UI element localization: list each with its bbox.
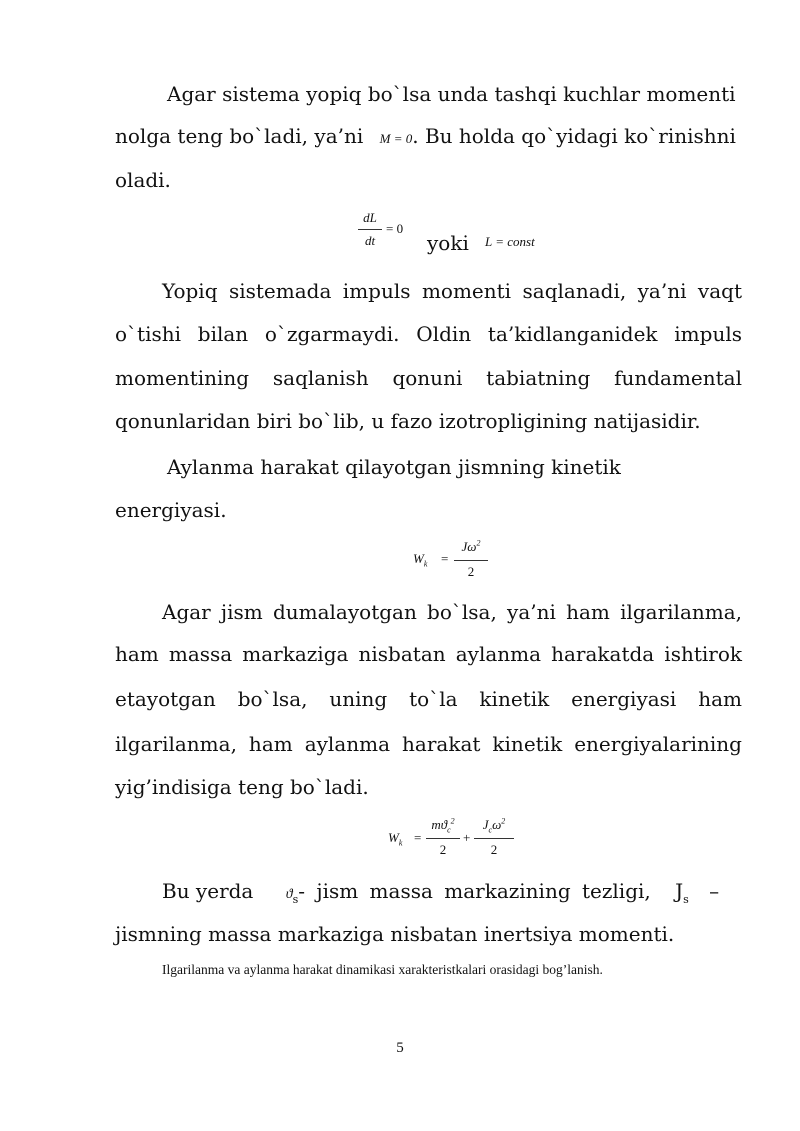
p1-line3: oladi.	[115, 168, 171, 192]
p5-line1	[162, 877, 742, 909]
formula-m-equals-zero: M = 0	[379, 131, 413, 146]
p4-line4: ilgarilanma, ham aylanma harakat kinetik energiyalarining	[115, 732, 742, 756]
formula3-frac2-denominator: 2	[490, 842, 498, 857]
p4-line2: ham massa markaziga nisbatan aylanma harakatda ishtirok	[115, 642, 742, 666]
p1-line2-start: nolga teng bo`ladi, ya’ni	[115, 124, 364, 148]
symbol-inertia: $J_s$	[675, 879, 689, 906]
formula1-rhs: = 0	[386, 221, 404, 236]
p1-line2	[115, 122, 736, 153]
formula2-lhs: $W_k$	[413, 551, 428, 569]
formula3-frac2-numerator: $J_c\omega^2$	[482, 816, 506, 835]
formula1-numerator: dL	[363, 210, 377, 225]
formula1-fraction-bar	[358, 229, 382, 230]
p4-line1: Agar jism dumalayotgan bo`lsa, ya’ni ham ilgarilanma,	[162, 600, 742, 624]
formula3-frac1-numerator: $mϑ_c^2$	[431, 816, 455, 835]
formula3-frac1-bar	[426, 838, 460, 839]
p2-line2: o`tishi bilan o`zgarmaydi. Oldin ta’kidlanganidek impuls	[115, 322, 742, 346]
formula3-lhs: $W_k$	[388, 830, 403, 848]
p5-line2: jismning massa markaziga nisbatan inertsiya momenti.	[115, 922, 675, 946]
formula3-plus: +	[463, 830, 471, 845]
p4-line3: etayotgan bo`lsa, uning to`la kinetik energiyasi ham	[115, 687, 742, 711]
formula1-denominator: dt	[364, 233, 376, 248]
p2-line3: momentining saqlanish qonuni tabiatning fundamental	[115, 366, 742, 390]
p1-line2-end: . Bu holda qo`yidagi ko`rinishni	[412, 124, 736, 148]
p2-line4: qonunlaridan biri bo`lib, u fazo izotropligining natijasidir.	[115, 409, 701, 433]
formula3-frac1-denominator: 2	[439, 842, 447, 857]
symbol-velocity-sub: s	[292, 893, 299, 906]
formula2-numerator: $J\omega^2$	[461, 538, 481, 554]
p5-line1-dash: –	[709, 879, 720, 903]
caption: Ilgarilanma va aylanma harakat dinamikasi xarakteristkalari orasidagi bog’lanish.	[162, 962, 603, 977]
formula1-conjunction: yoki	[427, 231, 469, 255]
formula2-denominator: 2	[467, 564, 475, 579]
p4-line5: yig’indisiga teng bo`ladi.	[115, 775, 369, 799]
p1-line1: Agar sistema yopiq bo`lsa unda tashqi kuchlar momenti	[167, 82, 736, 106]
symbol-velocity: ϑ	[285, 887, 293, 902]
page-number: 5	[396, 1040, 404, 1056]
formula2-fraction-bar	[454, 560, 488, 561]
formula3-frac2-bar	[474, 838, 514, 839]
p2-line1: Yopiq sistemada impuls momenti saqlanadi, ya’ni vaqt	[162, 279, 742, 303]
p3-line1: Aylanma harakat qilayotgan jismning kinetik	[167, 455, 621, 479]
p5-line1-b: - jism massa markazining tezligi,	[298, 879, 651, 903]
formula2-equals: =	[441, 551, 449, 566]
p5-line1-a: Bu yerda	[162, 879, 254, 903]
p3-line2: energiyasi.	[115, 498, 227, 522]
formula1-alt: L = const	[485, 234, 535, 249]
formula3-equals: =	[414, 830, 422, 845]
